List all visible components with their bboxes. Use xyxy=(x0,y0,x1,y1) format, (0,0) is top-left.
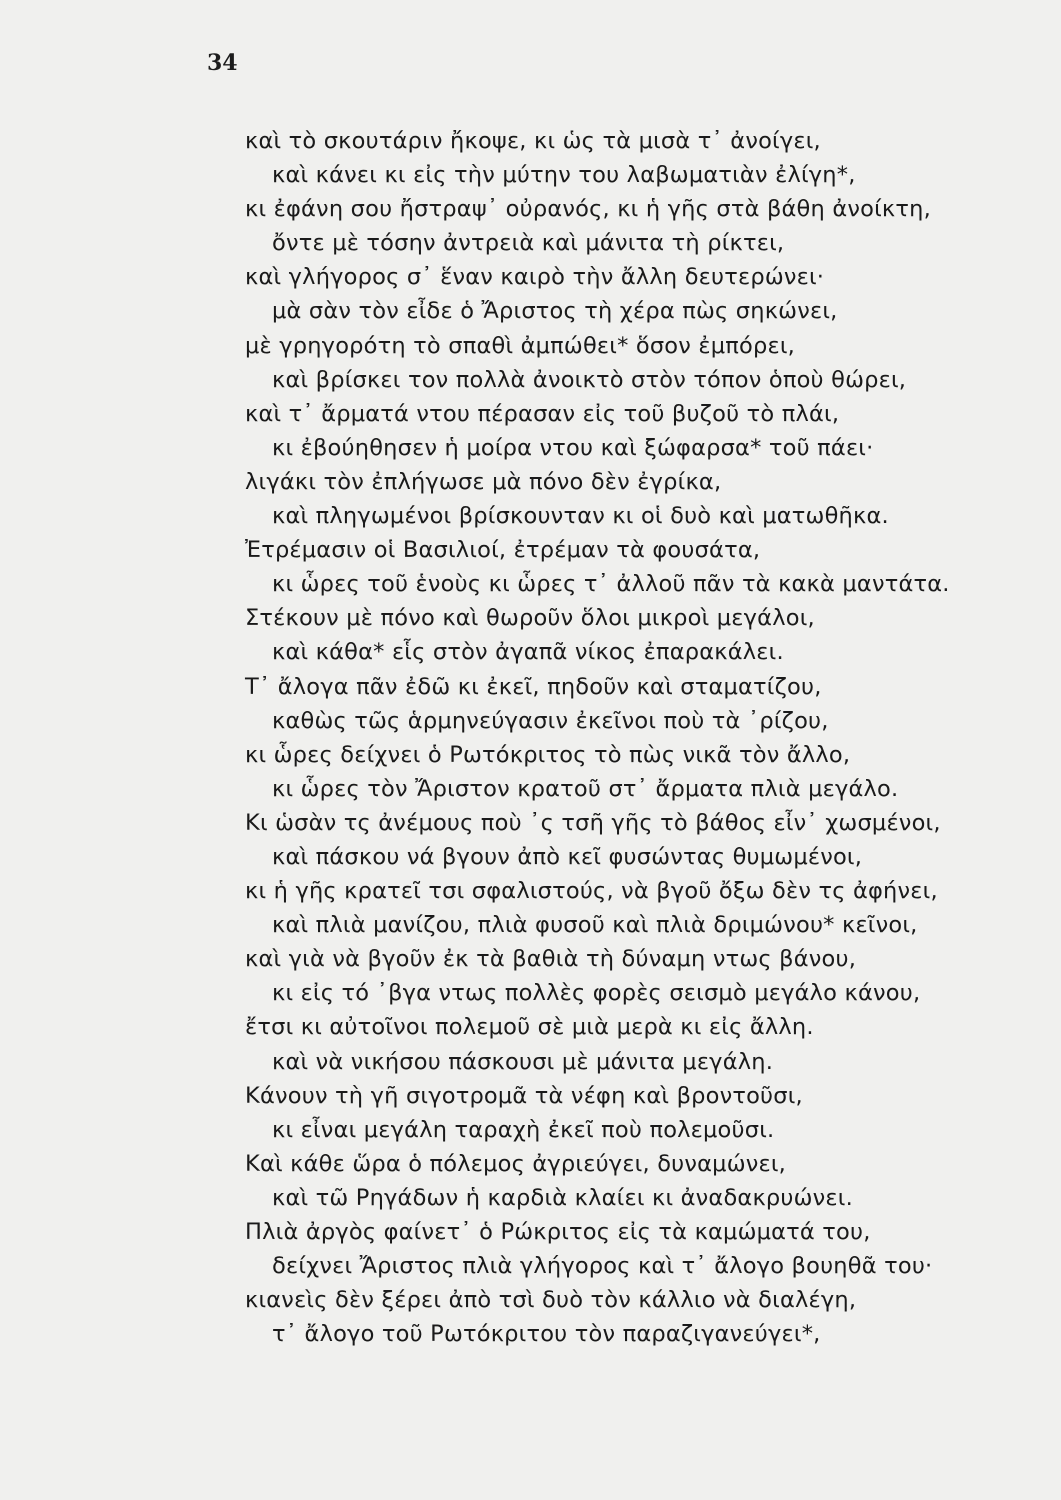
verse-line xyxy=(0,431,1061,465)
verse-line xyxy=(0,1045,1061,1079)
verse-line-text: Ἐτρέμασιν οἱ Βασιλιοί, ἐτρέμαν τὰ φουσάτα, xyxy=(245,537,761,564)
verse-line xyxy=(0,1317,1061,1351)
verse-line xyxy=(0,192,1061,226)
verse-line-text: καὶ νὰ νικήσου πάσκουσι μὲ μάνιτα μεγάλη. xyxy=(272,1048,774,1075)
verse-line xyxy=(0,1283,1061,1317)
verse-line-text: κιανεὶς δὲν ξέρει ἀπὸ τσὶ δυὸ τὸν κάλλιο νὰ διαλέγη, xyxy=(245,1287,857,1314)
verse-line xyxy=(0,1249,1061,1283)
verse-line-text: κι εἶναι μεγάλη ταραχὴ ἐκεῖ ποὺ πολεμοῦσι. xyxy=(272,1116,775,1143)
poem-text xyxy=(0,124,1061,1351)
verse-line-text: καὶ γιὰ νὰ βγοῦν ἐκ τὰ βαθιὰ τὴ δύναμη ντως βάνου, xyxy=(245,946,857,973)
verse-line-text: Τ᾽ ἄλογα πᾶν ἐδῶ κι ἐκεῖ, πηδοῦν καὶ σταματίζου, xyxy=(245,673,822,700)
verse-line xyxy=(0,329,1061,363)
verse-line-text: καὶ πάσκου νά βγουν ἀπὸ κεῖ φυσώντας θυμωμένοι, xyxy=(272,843,863,870)
verse-line-text: κι ὧρες τὸν Ἄριστον κρατοῦ στ᾽ ἄρματα πλιὰ μεγάλο. xyxy=(272,775,899,802)
verse-line xyxy=(0,465,1061,499)
verse-line-text: κι ὧρες τοῦ ἑνοὺς κι ὧρες τ᾽ ἀλλοῦ πᾶν τὰ κακὰ μαντάτα. xyxy=(272,571,950,598)
verse-line-text: μὰ σὰν τὸν εἶδε ὁ Ἄριστος τὴ χέρα πὼς σηκώνει, xyxy=(272,298,838,325)
verse-line-text: κι ἐβούηθησεν ἡ μοίρα ντου καὶ ξώφαρσα* τοῦ πάει· xyxy=(272,434,874,461)
verse-line xyxy=(0,942,1061,976)
verse-line xyxy=(0,226,1061,260)
verse-line-text: καὶ κάθα* εἷς στὸν ἀγαπᾶ νίκος ἐπαρακάλει. xyxy=(272,639,784,666)
verse-line-text: ἔτσι κι αὐτοῖνοι πολεμοῦ σὲ μιὰ μερὰ κι εἰς ἄλλη. xyxy=(245,1014,814,1041)
verse-line xyxy=(0,533,1061,567)
verse-line xyxy=(0,976,1061,1010)
verse-line xyxy=(0,1147,1061,1181)
verse-line-text: καθὼς τῶς ἁρμηνεύγασιν ἐκεῖνοι ποὺ τὰ ᾽ρίζου, xyxy=(272,707,829,734)
verse-line-text: καὶ τ᾽ ἄρματά ντου πέρασαν εἰς τοῦ βυζοῦ τὸ πλάι, xyxy=(245,400,840,427)
verse-line-text: κι ἐφάνη σου ἤστραψ᾽ οὐρανός, κι ἡ γῆς στὰ βάθη ἀνοίκτη, xyxy=(245,196,931,223)
verse-line xyxy=(0,158,1061,192)
verse-line xyxy=(0,670,1061,704)
verse-line-text: κι ὧρες δείχνει ὁ Ρωτόκριτος τὸ πὼς νικᾶ τὸν ἄλλο, xyxy=(245,741,851,768)
verse-line-text: καὶ τὸ σκουτάριν ἤκοψε, κι ὡς τὰ μισὰ τ᾽ ἀνοίγει, xyxy=(245,128,821,154)
verse-line-text: Κι ὡσὰν τς ἀνέμους ποὺ ᾽ς τσῆ γῆς τὸ βάθος εἶν᾽ χωσμένοι, xyxy=(245,809,941,836)
verse-line xyxy=(0,260,1061,294)
verse-line xyxy=(0,772,1061,806)
verse-line xyxy=(0,704,1061,738)
verse-line-text: τ᾽ ἄλογο τοῦ Ρωτόκριτου τὸν παραζιγανεύγει*, xyxy=(272,1321,821,1348)
verse-line-text: ὄντε μὲ τόσην ἀντρειὰ καὶ μάνιτα τὴ ρίκτει, xyxy=(272,230,785,257)
verse-line xyxy=(0,738,1061,772)
verse-line-text: Κάνουν τὴ γῆ σιγοτρομᾶ τὰ νέφη καὶ βροντοῦσι, xyxy=(245,1082,803,1109)
verse-line-text: καὶ πληγωμένοι βρίσκουνταν κι οἱ δυὸ καὶ ματωθῆκα. xyxy=(272,503,889,530)
verse-line xyxy=(0,124,1061,158)
verse-line-text: καὶ βρίσκει τον πολλὰ ἀνοικτὸ στὸν τόπον ὁποὺ θώρει, xyxy=(272,366,907,393)
verse-line-text: λιγάκι τὸν ἐπλήγωσε μὰ πόνο δὲν ἐγρίκα, xyxy=(245,468,722,495)
verse-line xyxy=(0,363,1061,397)
verse-line xyxy=(0,1010,1061,1044)
verse-line-text: δείχνει Ἄριστος πλιὰ γλήγορος καὶ τ᾽ ἄλογο βουηθᾶ του· xyxy=(272,1253,933,1280)
verse-line xyxy=(0,635,1061,669)
verse-line-text: καὶ γλήγορος σ᾽ ἕναν καιρὸ τὴν ἄλλη δευτερώνει· xyxy=(245,264,825,291)
verse-line xyxy=(0,1079,1061,1113)
verse-line-text: καὶ πλιὰ μανίζου, πλιὰ φυσοῦ καὶ πλιὰ δριμώνου* κεῖνοι, xyxy=(272,912,918,939)
verse-line-text: κι ἡ γῆς κρατεῖ τσι σφαλιστούς, νὰ βγοῦ ὄξω δὲν τς ἀφήνει, xyxy=(245,878,938,905)
verse-line xyxy=(0,806,1061,840)
verse-line-text: Καὶ κάθε ὥρα ὁ πόλεμος ἀγριεύγει, δυναμώνει, xyxy=(245,1150,787,1177)
verse-line-text: Πλιὰ ἀργὸς φαίνετ᾽ ὁ Ρώκριτος εἰς τὰ καμώματά του, xyxy=(245,1219,871,1245)
verse-line-text: κι εἰς τό ᾽βγα ντως πολλὲς φορὲς σεισμὸ μεγάλο κάνου, xyxy=(272,980,921,1007)
verse-line-text: καὶ τῶ Ρηγάδων ἡ καρδιὰ κλαίει κι ἀναδακρυώνει. xyxy=(272,1184,853,1211)
verse-line xyxy=(0,840,1061,874)
verse-line-text: μὲ γρηγορότη τὸ σπαθὶ ἀμπώθει* ὅσον ἐμπόρει, xyxy=(245,332,795,359)
verse-line xyxy=(0,567,1061,601)
verse-line xyxy=(0,1215,1061,1249)
verse-line xyxy=(0,601,1061,635)
page-number: 34 xyxy=(207,50,238,76)
verse-line xyxy=(0,499,1061,533)
verse-line-text: Στέκουν μὲ πόνο καὶ θωροῦν ὅλοι μικροὶ μεγάλοι, xyxy=(245,605,815,632)
verse-line xyxy=(0,397,1061,431)
verse-line xyxy=(0,1181,1061,1215)
verse-line xyxy=(0,294,1061,328)
verse-line xyxy=(0,908,1061,942)
verse-line xyxy=(0,1113,1061,1147)
verse-line xyxy=(0,874,1061,908)
verse-line-text: καὶ κάνει κι εἰς τὴν μύτην του λαβωματιὰν ἐλίγη*, xyxy=(272,162,856,189)
